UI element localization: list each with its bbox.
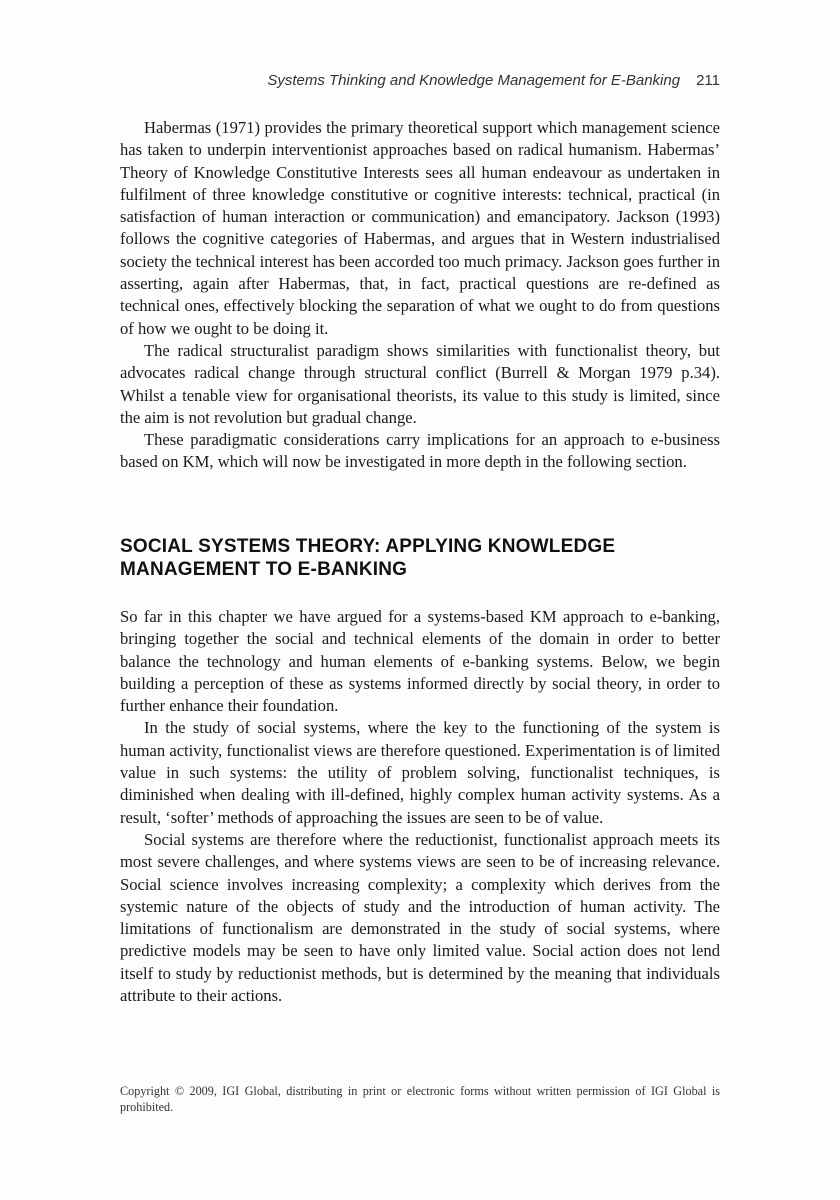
section-heading — [120, 535, 720, 581]
paragraph: These paradigmatic considerations carry implications for an approach to e-business based on KM, which will now be investigated in more depth in the following section. — [120, 430, 720, 472]
section-1-body — [120, 117, 720, 474]
copyright-notice: Copyright © 2009, IGI Global, distributing in print or electronic forms without written permission of IGI Global is prohibited. — [120, 1084, 720, 1114]
running-title: Systems Thinking and Knowledge Management for E-Banking — [267, 72, 681, 89]
paragraph: Social systems are therefore where the reductionist, functionalist approach meets its most severe challenges, and where systems views are seen to be of increasing relevance. Social science involves increasing complexity; a complexity which derives from the systemic nature of the objects of study and the introduction of human activity. The limitations of functionalism are demonstrated in the study of social systems, where predictive models may be seen to have only limited value. Social action does not lend itself to study by reductionist methods, but is determined by the meaning that individuals attribute to their actions. — [120, 829, 720, 1006]
paragraph: In the study of social systems, where the key to the functioning of the system is human activity, functionalist views are therefore questioned. Experimentation is of limited value in such systems: the utility of problem solving, functionalist techniques, is diminished when dealing with ill-defined, highly complex human activity systems. As a result, ‘softer’ methods of approaching the issues are seen to be of value. — [120, 718, 720, 827]
running-header — [267, 72, 720, 89]
page-number: 211 — [696, 72, 720, 89]
paragraph: So far in this chapter we have argued for a systems-based KM approach to e-banking, bringing together the social and technical elements of the domain in order to better balance the technology and human elements of e-banking systems. Below, we begin building a perception of these as systems informed directly by social theory, in order to further enhance their foundation. — [120, 607, 720, 716]
section-2-body — [120, 606, 720, 1007]
paragraph: The radical structuralist paradigm shows similarities with functionalist theory, but advocates radical change through structural conflict (Burrell & Morgan 1979 p.34). Whilst a tenable view for organisational theorists, its value to this study is limited, since the aim is not revolution but gradual change. — [120, 340, 720, 427]
section-heading-line-2: MANAGEMENT TO E-BANKING — [120, 559, 408, 580]
paragraph: Habermas (1971) provides the primary theoretical support which management science has taken to underpin interventionist approaches based on radical humanism. Habermas’ Theory of Knowledge Constitutive Interests sees all human endeavour as undertaken in fulfilment of three knowledge constitutive or cognitive interests: technical, practical (in satisfaction of human interaction or communication) and emancipatory. Jackson (1993) follows the cognitive categories of Habermas, and argues that in Western industrialised society the technical interest has been accorded too much primacy. Jackson goes further in asserting, again after Habermas, that, in fact, practical questions are re-defined as technical ones, effectively blocking the separation of what we ought to do from questions of how we ought to be doing it. — [120, 118, 720, 338]
section-heading-line-1: SOCIAL SYSTEMS THEORY: APPLYING KNOWLEDGE — [120, 536, 616, 557]
